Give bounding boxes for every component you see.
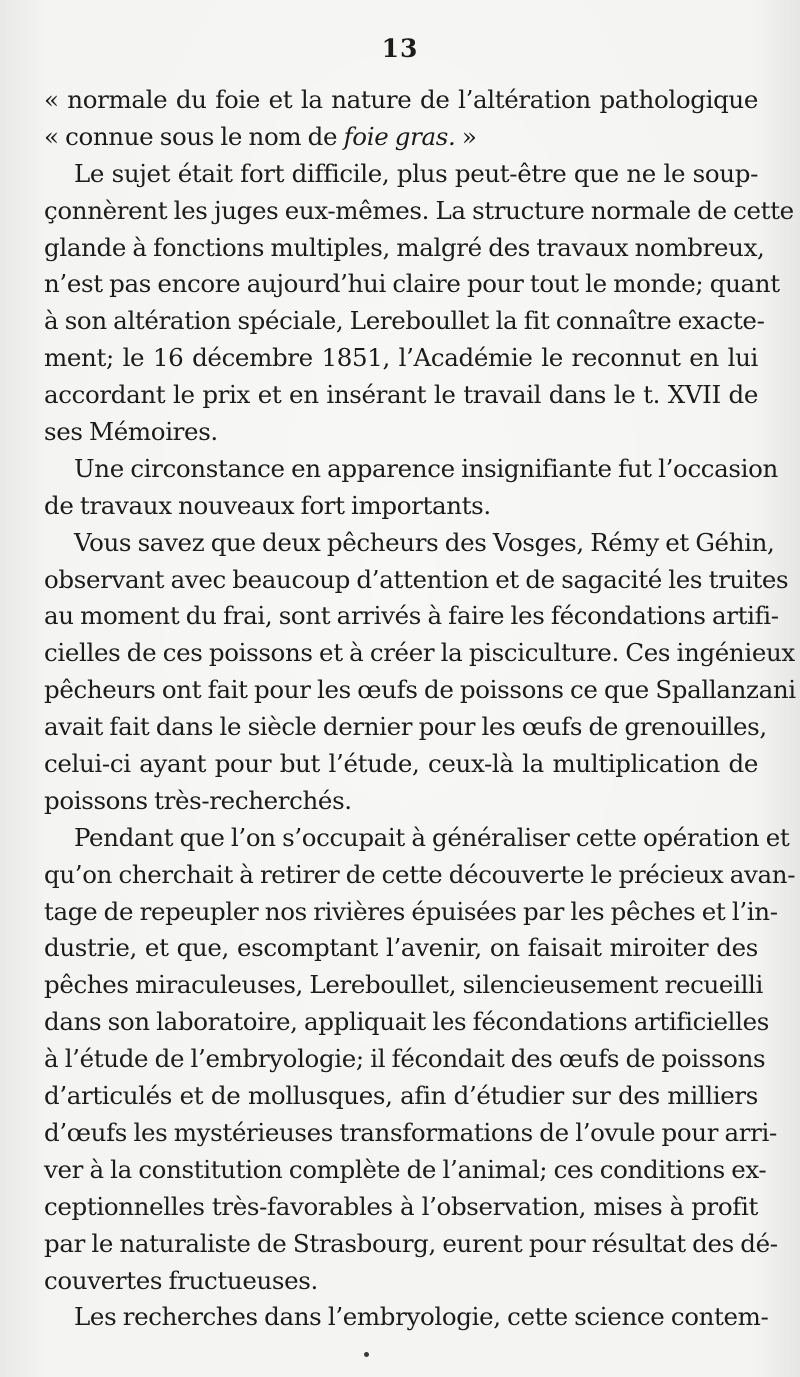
text-line: ver à la constitution complète de l’animal; ces conditions ex- xyxy=(44,1154,767,1184)
text-line: observant avec beaucoup d’attention et de sagacité les truites xyxy=(44,564,789,594)
text-line: cielles de ces poissons et à créer la pisciculture. Ces ingénieux xyxy=(44,638,795,668)
text-line: dustrie, et que, escomptant l’avenir, on faisait miroiter des xyxy=(44,933,758,963)
text-line: Vous savez que deux pêcheurs des Vosges, Rémy et Géhin, xyxy=(74,527,775,557)
text-line: pêches miraculeuses, Lereboullet, silencieusement recueilli xyxy=(44,970,764,1000)
text-line: Les recherches dans l’embryologie, cette science contem- xyxy=(74,1302,769,1332)
text-line: Pendant que l’on s’occupait à généraliser cette opération et xyxy=(74,822,790,852)
text-line: accordant le prix et en insérant le travail dans le t. XVII de xyxy=(44,380,758,410)
text-line: tage de repeupler nos rivières épuisées par les pêches et l’in- xyxy=(44,896,778,926)
text-line: ment; le 16 décembre 1851, l’Académie le reconnut en lui xyxy=(44,343,758,373)
text-span: « connue sous le nom de xyxy=(44,121,344,151)
italic-term: foie gras. xyxy=(343,121,456,151)
text-line: çonnèrent les juges eux-mêmes. La structure normale de cette xyxy=(44,195,794,225)
text-line: poissons très-recherchés. xyxy=(44,785,352,815)
body-text xyxy=(44,82,796,1336)
text-line: dans son laboratoire, appliquait les fécondations artificielles xyxy=(44,1007,769,1037)
text-line: qu’on cherchait à retirer de cette découverte le précieux avan- xyxy=(44,859,796,889)
text-line: d’œufs les mystérieuses transformations de l’ovule pour arri- xyxy=(44,1117,777,1147)
text-line: pêcheurs ont fait pour les œufs de poissons ce que Spallanzani xyxy=(44,675,796,705)
text-line: glande à fonctions multiples, malgré des travaux nombreux, xyxy=(44,232,765,262)
text-line xyxy=(44,119,758,156)
text-line: ceptionnelles très-favorables à l’observation, mises à profit xyxy=(44,1191,758,1221)
text-line: à son altération spéciale, Lereboullet la fit connaître exacte- xyxy=(44,306,765,336)
signature-mark-dot xyxy=(364,1352,369,1357)
text-line: Le sujet était fort difficile, plus peut-être que ne le soup- xyxy=(74,158,758,188)
text-line: n’est pas encore aujourd’hui claire pour tout le monde; quant xyxy=(44,269,780,299)
text-line: celui-ci ayant pour but l’étude, ceux-là la multiplication de xyxy=(44,749,758,779)
text-span: » xyxy=(455,121,477,151)
text-line: avait fait dans le siècle dernier pour les œufs de grenouilles, xyxy=(44,712,767,742)
text-line: ses Mémoires. xyxy=(44,417,218,447)
text-line: couvertes fructueuses. xyxy=(44,1265,318,1295)
text-line: à l’étude de l’embryologie; il fécondait des œufs de poissons xyxy=(44,1044,766,1074)
text-line: de travaux nouveaux fort importants. xyxy=(44,490,491,520)
text-line: d’articulés et de mollusques, afin d’étudier sur des milliers xyxy=(44,1081,758,1111)
text-line: Une circonstance en apparence insignifiante fut l’occasion xyxy=(74,453,778,483)
text-line: « normale du foie et la nature de l’altération pathologique xyxy=(44,85,758,114)
text-line: au moment du frai, sont arrivés à faire les fécondations artifi- xyxy=(44,601,779,631)
page-number: 13 xyxy=(381,34,419,63)
text-line: par le naturaliste de Strasbourg, eurent pour résultat des dé- xyxy=(44,1228,778,1258)
